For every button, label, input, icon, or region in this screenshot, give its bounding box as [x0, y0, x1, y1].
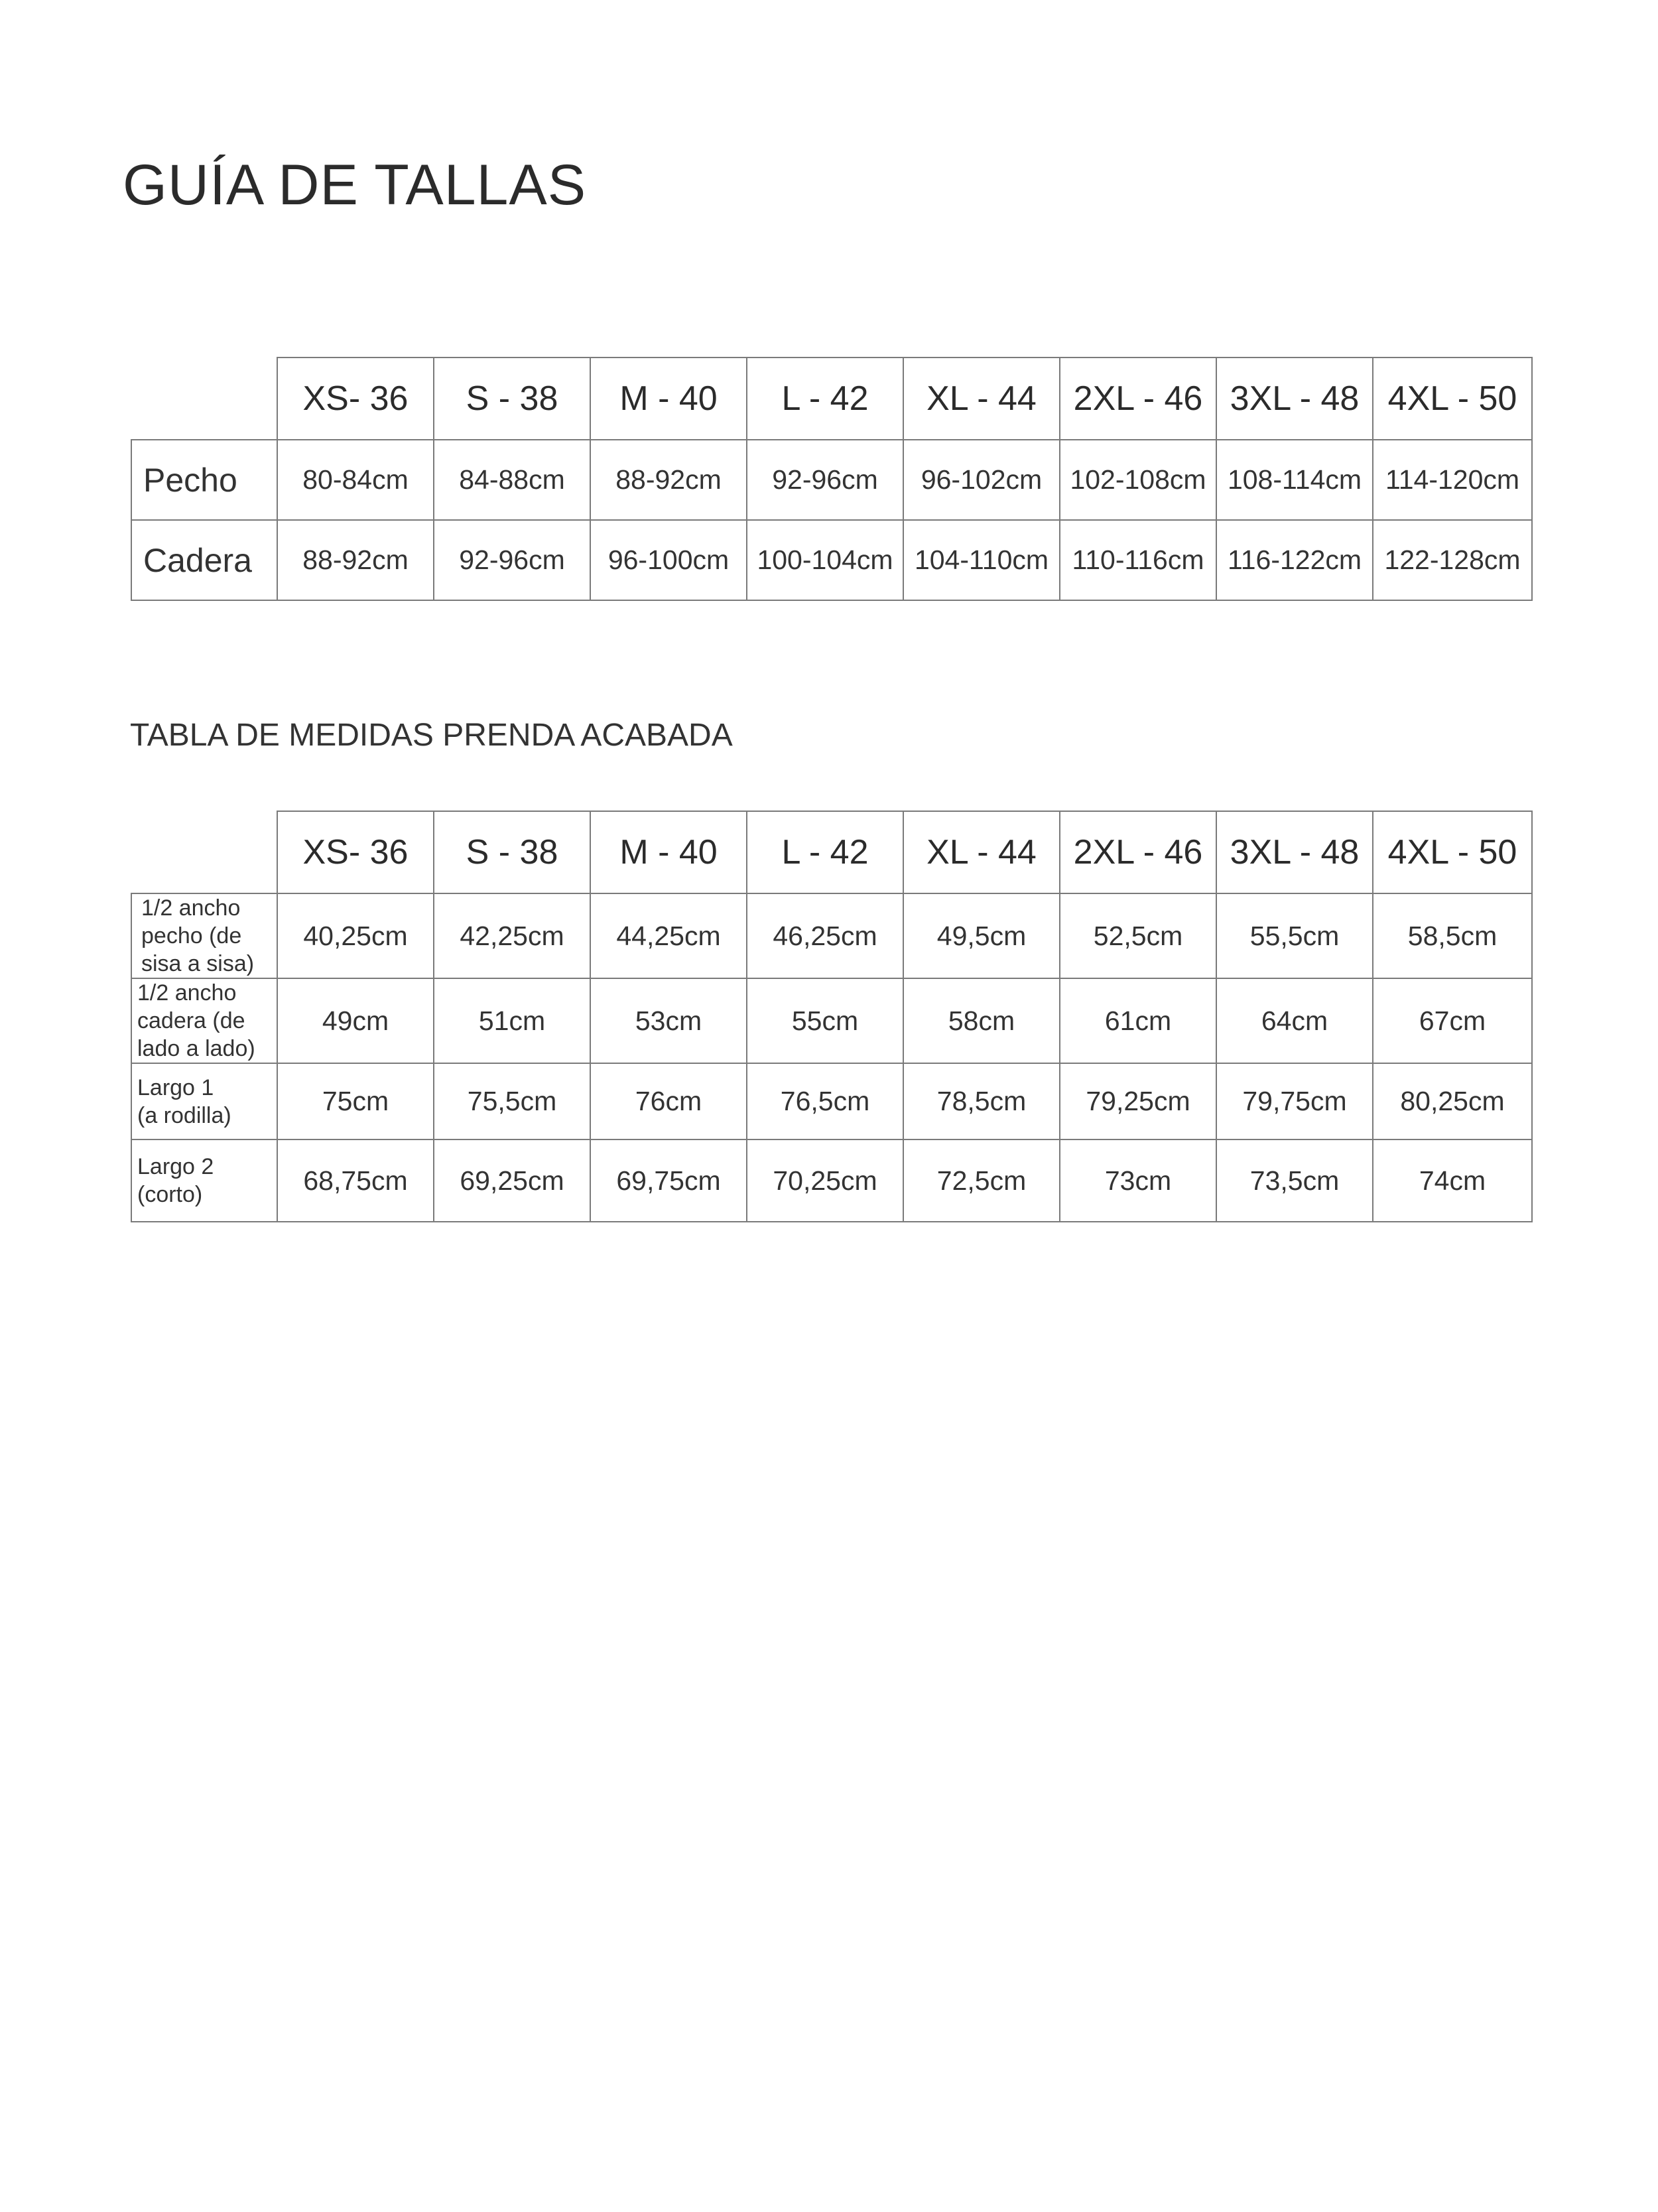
table-cell: 52,5cm — [1060, 893, 1216, 978]
table-cell: 122-128cm — [1373, 520, 1532, 600]
table-cell: 68,75cm — [277, 1139, 434, 1222]
garment-measure-table — [131, 811, 1533, 1222]
table-row — [131, 520, 1532, 600]
table-cell: 108-114cm — [1216, 440, 1373, 520]
table-cell: 61cm — [1060, 978, 1216, 1063]
table-cell: 44,25cm — [590, 893, 747, 978]
table-cell: 92-96cm — [747, 440, 903, 520]
table-cell: 42,25cm — [434, 893, 590, 978]
row-label-largo-2 — [131, 1139, 277, 1222]
table-cell: 72,5cm — [903, 1139, 1060, 1222]
table-cell: 114-120cm — [1373, 440, 1532, 520]
table-cell: 88-92cm — [277, 520, 434, 600]
table-cell: 64cm — [1216, 978, 1373, 1063]
size-header: S - 38 — [434, 358, 590, 440]
row-label-line: 1/2 ancho — [141, 895, 241, 921]
table-row — [131, 978, 1532, 1063]
row-label-pecho: Pecho — [131, 440, 277, 520]
row-label-ancho-cadera — [131, 978, 277, 1063]
size-header: L - 42 — [747, 358, 903, 440]
table-cell: 55cm — [747, 978, 903, 1063]
header-corner — [131, 811, 277, 893]
table-cell: 49,5cm — [903, 893, 1060, 978]
table-cell: 58,5cm — [1373, 893, 1532, 978]
table-cell: 76,5cm — [747, 1063, 903, 1139]
table-cell: 116-122cm — [1216, 520, 1373, 600]
row-label-line: sisa a sisa) — [141, 951, 255, 976]
table-cell: 75cm — [277, 1063, 434, 1139]
row-label-line: lado a lado) — [137, 1036, 255, 1061]
table-cell: 79,25cm — [1060, 1063, 1216, 1139]
header-corner — [131, 358, 277, 440]
table-cell: 69,25cm — [434, 1139, 590, 1222]
row-label-ancho-pecho — [131, 893, 277, 978]
row-label-line: Largo 2 — [137, 1154, 214, 1179]
size-header: M - 40 — [590, 811, 747, 893]
size-header-row — [131, 811, 1532, 893]
row-label-line: 1/2 ancho — [137, 980, 237, 1006]
table-cell: 100-104cm — [747, 520, 903, 600]
table-cell: 96-102cm — [903, 440, 1060, 520]
table-cell: 73,5cm — [1216, 1139, 1373, 1222]
size-header: L - 42 — [747, 811, 903, 893]
size-header: XL - 44 — [903, 811, 1060, 893]
table-cell: 84-88cm — [434, 440, 590, 520]
table-cell: 40,25cm — [277, 893, 434, 978]
table-cell: 51cm — [434, 978, 590, 1063]
page-title: GUÍA DE TALLAS — [123, 153, 587, 217]
table-cell: 75,5cm — [434, 1063, 590, 1139]
size-header-row — [131, 358, 1532, 440]
table-row — [131, 440, 1532, 520]
table-cell: 104-110cm — [903, 520, 1060, 600]
table-cell: 88-92cm — [590, 440, 747, 520]
table-cell: 78,5cm — [903, 1063, 1060, 1139]
size-header: 3XL - 48 — [1216, 358, 1373, 440]
size-header: 2XL - 46 — [1060, 811, 1216, 893]
row-label-line: Largo 1 — [137, 1074, 214, 1100]
garment-section-title: TABLA DE MEDIDAS PRENDA ACABADA — [130, 718, 733, 753]
table-row — [131, 1139, 1532, 1222]
table-cell: 58cm — [903, 978, 1060, 1063]
row-label-line: (corto) — [137, 1182, 203, 1207]
table-cell: 67cm — [1373, 978, 1532, 1063]
table-cell: 80-84cm — [277, 440, 434, 520]
table-cell: 55,5cm — [1216, 893, 1373, 978]
size-header: XS- 36 — [277, 358, 434, 440]
size-header: 4XL - 50 — [1373, 811, 1532, 893]
table-cell: 49cm — [277, 978, 434, 1063]
row-label-cadera: Cadera — [131, 520, 277, 600]
table-cell: 96-100cm — [590, 520, 747, 600]
size-header: 4XL - 50 — [1373, 358, 1532, 440]
table-cell: 110-116cm — [1060, 520, 1216, 600]
table-cell: 53cm — [590, 978, 747, 1063]
table-cell: 80,25cm — [1373, 1063, 1532, 1139]
row-label-line: pecho (de — [141, 923, 242, 948]
table-row — [131, 1063, 1532, 1139]
size-header: 3XL - 48 — [1216, 811, 1373, 893]
table-cell: 92-96cm — [434, 520, 590, 600]
table-cell: 70,25cm — [747, 1139, 903, 1222]
table-cell: 79,75cm — [1216, 1063, 1373, 1139]
size-header: 2XL - 46 — [1060, 358, 1216, 440]
table-row — [131, 893, 1532, 978]
row-label-line: cadera (de — [137, 1008, 245, 1033]
row-label-largo-1 — [131, 1063, 277, 1139]
size-header: XS- 36 — [277, 811, 434, 893]
size-header: S - 38 — [434, 811, 590, 893]
body-size-table — [131, 357, 1533, 601]
table-cell: 102-108cm — [1060, 440, 1216, 520]
table-cell: 74cm — [1373, 1139, 1532, 1222]
row-label-line: (a rodilla) — [137, 1102, 231, 1128]
table-cell: 69,75cm — [590, 1139, 747, 1222]
table-cell: 73cm — [1060, 1139, 1216, 1222]
table-cell: 76cm — [590, 1063, 747, 1139]
table-cell: 46,25cm — [747, 893, 903, 978]
size-header: M - 40 — [590, 358, 747, 440]
size-header: XL - 44 — [903, 358, 1060, 440]
